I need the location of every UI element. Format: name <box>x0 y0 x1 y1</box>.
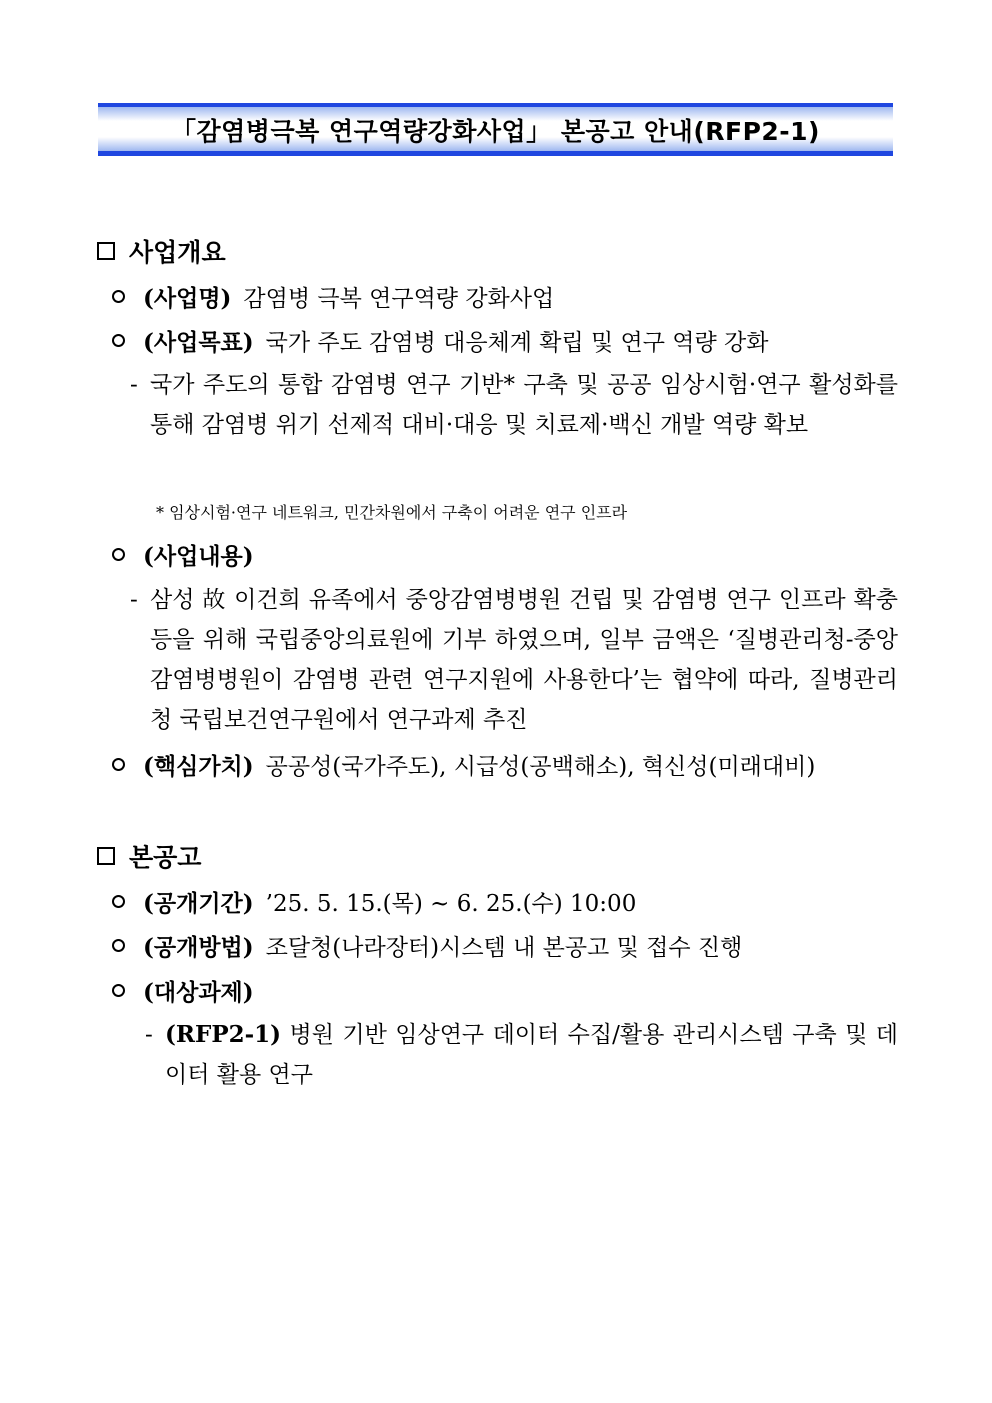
item-label: (사업목표) <box>143 329 254 356</box>
title-banner <box>98 103 893 156</box>
sub-paragraph-text: 삼성 故 이건희 유족에서 중앙감염병병원 건립 및 감염병 연구 인프라 확충 등을 위해 국립중앙의료원에 기부 하였으며, 일부 금액은 ‘질병관리청-중앙감염병병원이 감염병 관련 연구지원에 사용한다’는 협약에 따라, 질병관리청 국립보건연구원에서 연구과제 추진 <box>150 587 898 733</box>
circle-bullet-icon <box>112 290 125 303</box>
footnote: * 임상시험·연구 네트워크, 민간차원에서 구축이 어려운 연구 인프라 <box>156 503 628 522</box>
circle-bullet-icon <box>112 895 125 908</box>
section-heading-announcement <box>97 838 201 874</box>
sub-paragraph <box>130 580 898 740</box>
sub-paragraph <box>130 365 898 445</box>
sub-paragraph <box>145 1015 898 1095</box>
sub-text: 병원 기반 임상연구 데이터 수집/활용 관리시스템 구축 및 데이터 활용 연구 <box>165 1022 898 1088</box>
sub-paragraph-text <box>165 1015 898 1095</box>
dash-bullet: - <box>130 587 138 613</box>
item-label: (공개기간) <box>143 890 254 917</box>
item-text: 공공성(국가주도), 시급성(공백해소), 혁신성(미래대비) <box>265 754 816 780</box>
item-label: (사업내용) <box>143 543 254 570</box>
list-item <box>112 280 554 313</box>
list-item <box>112 974 266 1007</box>
section-heading-overview <box>97 233 226 269</box>
circle-bullet-icon <box>112 548 125 561</box>
item-label: (공개방법) <box>143 934 254 961</box>
dash-bullet: - <box>145 1022 153 1048</box>
sub-label: (RFP2-1) <box>165 1021 282 1048</box>
item-text: ’25. 5. 15.(목) ~ 6. 25.(수) 10:00 <box>265 891 637 917</box>
checkbox-square-icon <box>97 847 115 865</box>
circle-bullet-icon <box>112 939 125 952</box>
list-item <box>112 324 769 357</box>
item-text: 조달청(나라장터)시스템 내 본공고 및 접수 진행 <box>265 935 743 961</box>
list-item <box>112 748 815 781</box>
checkbox-square-icon <box>97 242 115 260</box>
section-heading-text: 본공고 <box>129 843 202 872</box>
circle-bullet-icon <box>112 984 125 997</box>
list-item <box>112 885 636 918</box>
item-label: (대상과제) <box>143 979 254 1006</box>
item-label: (사업명) <box>143 285 232 312</box>
sub-paragraph-text: 국가 주도의 통합 감염병 연구 기반* 구축 및 공공 임상시험·연구 활성화를 통해 감염병 위기 선제적 대비·대응 및 치료제·백신 개발 역량 확보 <box>150 372 898 438</box>
list-item <box>112 538 266 571</box>
section-heading-text: 사업개요 <box>129 238 226 267</box>
dash-bullet: - <box>130 372 138 398</box>
page-title: 「감염병극복 연구역량강화사업」 본공고 안내(RFP2-1) <box>171 116 820 146</box>
circle-bullet-icon <box>112 758 125 771</box>
list-item <box>112 929 742 962</box>
circle-bullet-icon <box>112 334 125 347</box>
item-text: 국가 주도 감염병 대응체계 확립 및 연구 역량 강화 <box>265 330 769 356</box>
item-text: 감염병 극복 연구역량 강화사업 <box>243 286 555 312</box>
item-label: (핵심가치) <box>143 753 254 780</box>
